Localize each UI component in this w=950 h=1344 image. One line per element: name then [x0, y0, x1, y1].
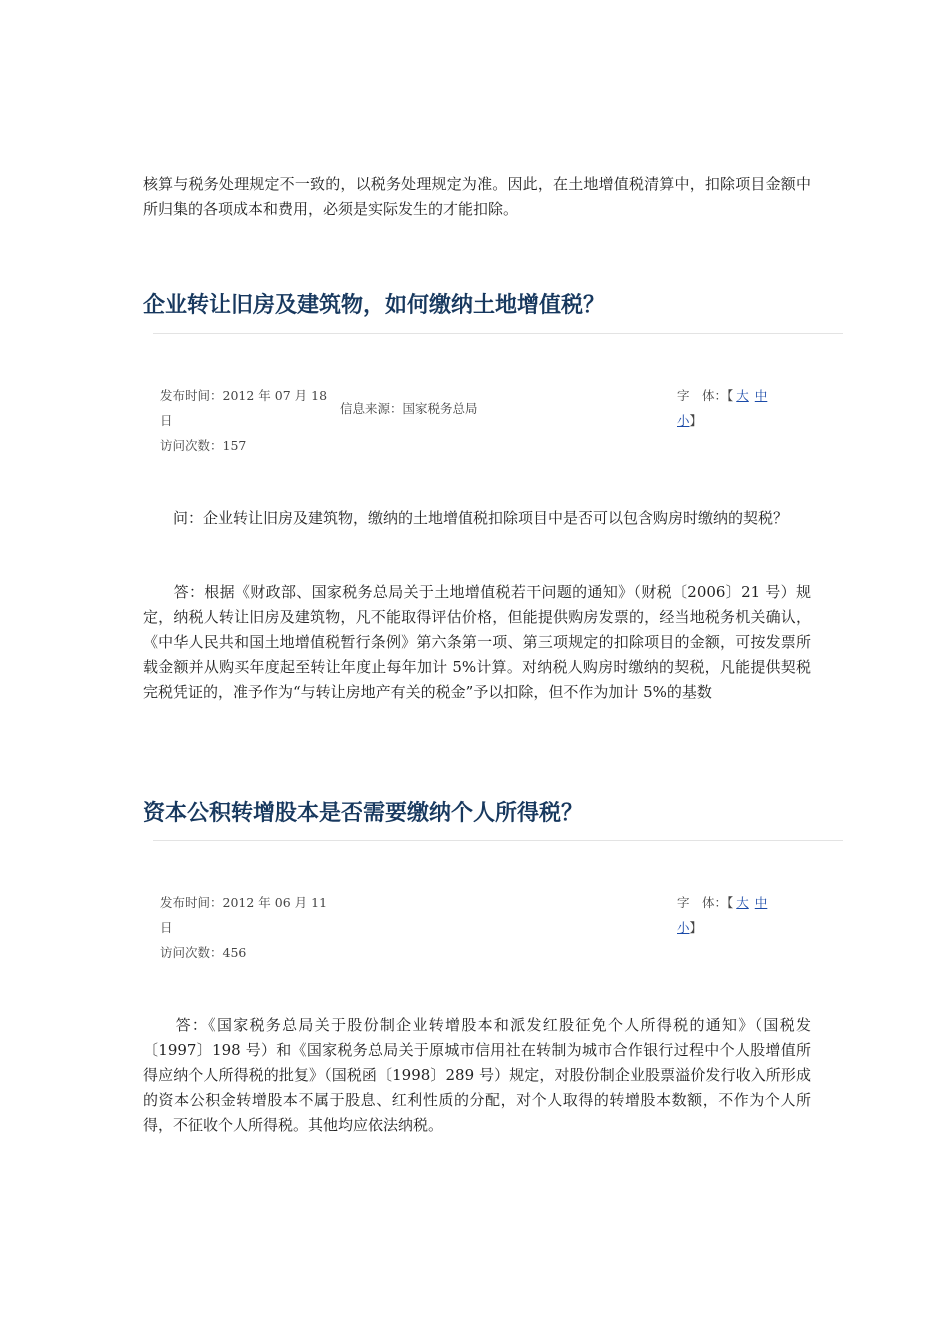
- intro-paragraph: 核算与税务处理规定不一致的，以税务处理规定为准。因此，在土地增值税清算中，扣除项目金额中所归集的各项成本和费用，必须是实际发生的才能扣除。: [143, 175, 811, 218]
- publish-time: 发布时间：2012 年 07 月 18 日: [160, 388, 328, 428]
- font-small-link[interactable]: 小: [677, 920, 690, 935]
- article-title: 资本公积转增股本是否需要缴纳个人所得税？: [143, 801, 584, 826]
- visit-count: 访问次数：157: [160, 438, 247, 453]
- font-size-control: [677, 890, 817, 940]
- answer-paragraph: 答：根据《财政部、国家税务总局关于土地增值税若干问题的通知》（财税〔2006〕21 号）规定，纳税人转让旧房及建筑物，凡不能取得评估价格，但能提供购房发票的，经当地税务机关确认，《中华人民共和国土地增值税暂行条例》第六条第一项、第三项规定的扣除项目的金额，可按发票所载金额并从购买年度起至转让年度止每年加计 5%计算。对纳税人购房时缴纳的契税，凡能提供契税完税凭证的，准予作为“与转让房地产有关的税金”予以扣除，但不作为加计 5%的基数: [143, 583, 811, 701]
- font-large-link[interactable]: 大: [736, 388, 749, 403]
- font-size-bracket: 】: [689, 413, 703, 428]
- publish-time: 发布时间：2012 年 06 月 11 日: [160, 895, 328, 935]
- visit-count: 访问次数：456: [160, 945, 247, 960]
- article-meta-info: [160, 383, 330, 458]
- title-divider: [153, 333, 843, 334]
- font-large-link[interactable]: 大: [736, 895, 749, 910]
- font-size-label: 字 体：【: [677, 895, 734, 910]
- font-size-bracket: 】: [689, 920, 703, 935]
- info-source: 信息来源：国家税务总局: [340, 401, 478, 416]
- question-paragraph: 问：企业转让旧房及建筑物，缴纳的土地增值税扣除项目中是否可以包含购房时缴纳的契税？: [173, 509, 789, 527]
- answer-paragraph: 答：《国家税务总局关于股份制企业转增股本和派发红股征免个人所得税的通知》（国税发〔1997〕198 号）和《国家税务总局关于原城市信用社在转制为城市合作银行过程中个人股增值所得应纳个人所得税的批复》（国税函〔1998〕289 号）规定，对股份制企业股票溢价发行收入所形成的资本公积金转增股本不属于股息、红利性质的分配，对个人取得的转增股本数额，不作为个人所得，不征收个人所得税。其他均应依法纳税。: [143, 1016, 811, 1134]
- font-size-control: [677, 383, 817, 433]
- article-meta-info: [160, 890, 330, 965]
- font-size-label: 字 体：【: [677, 388, 734, 403]
- font-medium-link[interactable]: 中: [754, 895, 768, 910]
- article-title: 企业转让旧房及建筑物，如何缴纳土地增值税？: [143, 293, 606, 318]
- font-medium-link[interactable]: 中: [754, 388, 768, 403]
- font-small-link[interactable]: 小: [677, 413, 690, 428]
- title-divider: [153, 840, 843, 841]
